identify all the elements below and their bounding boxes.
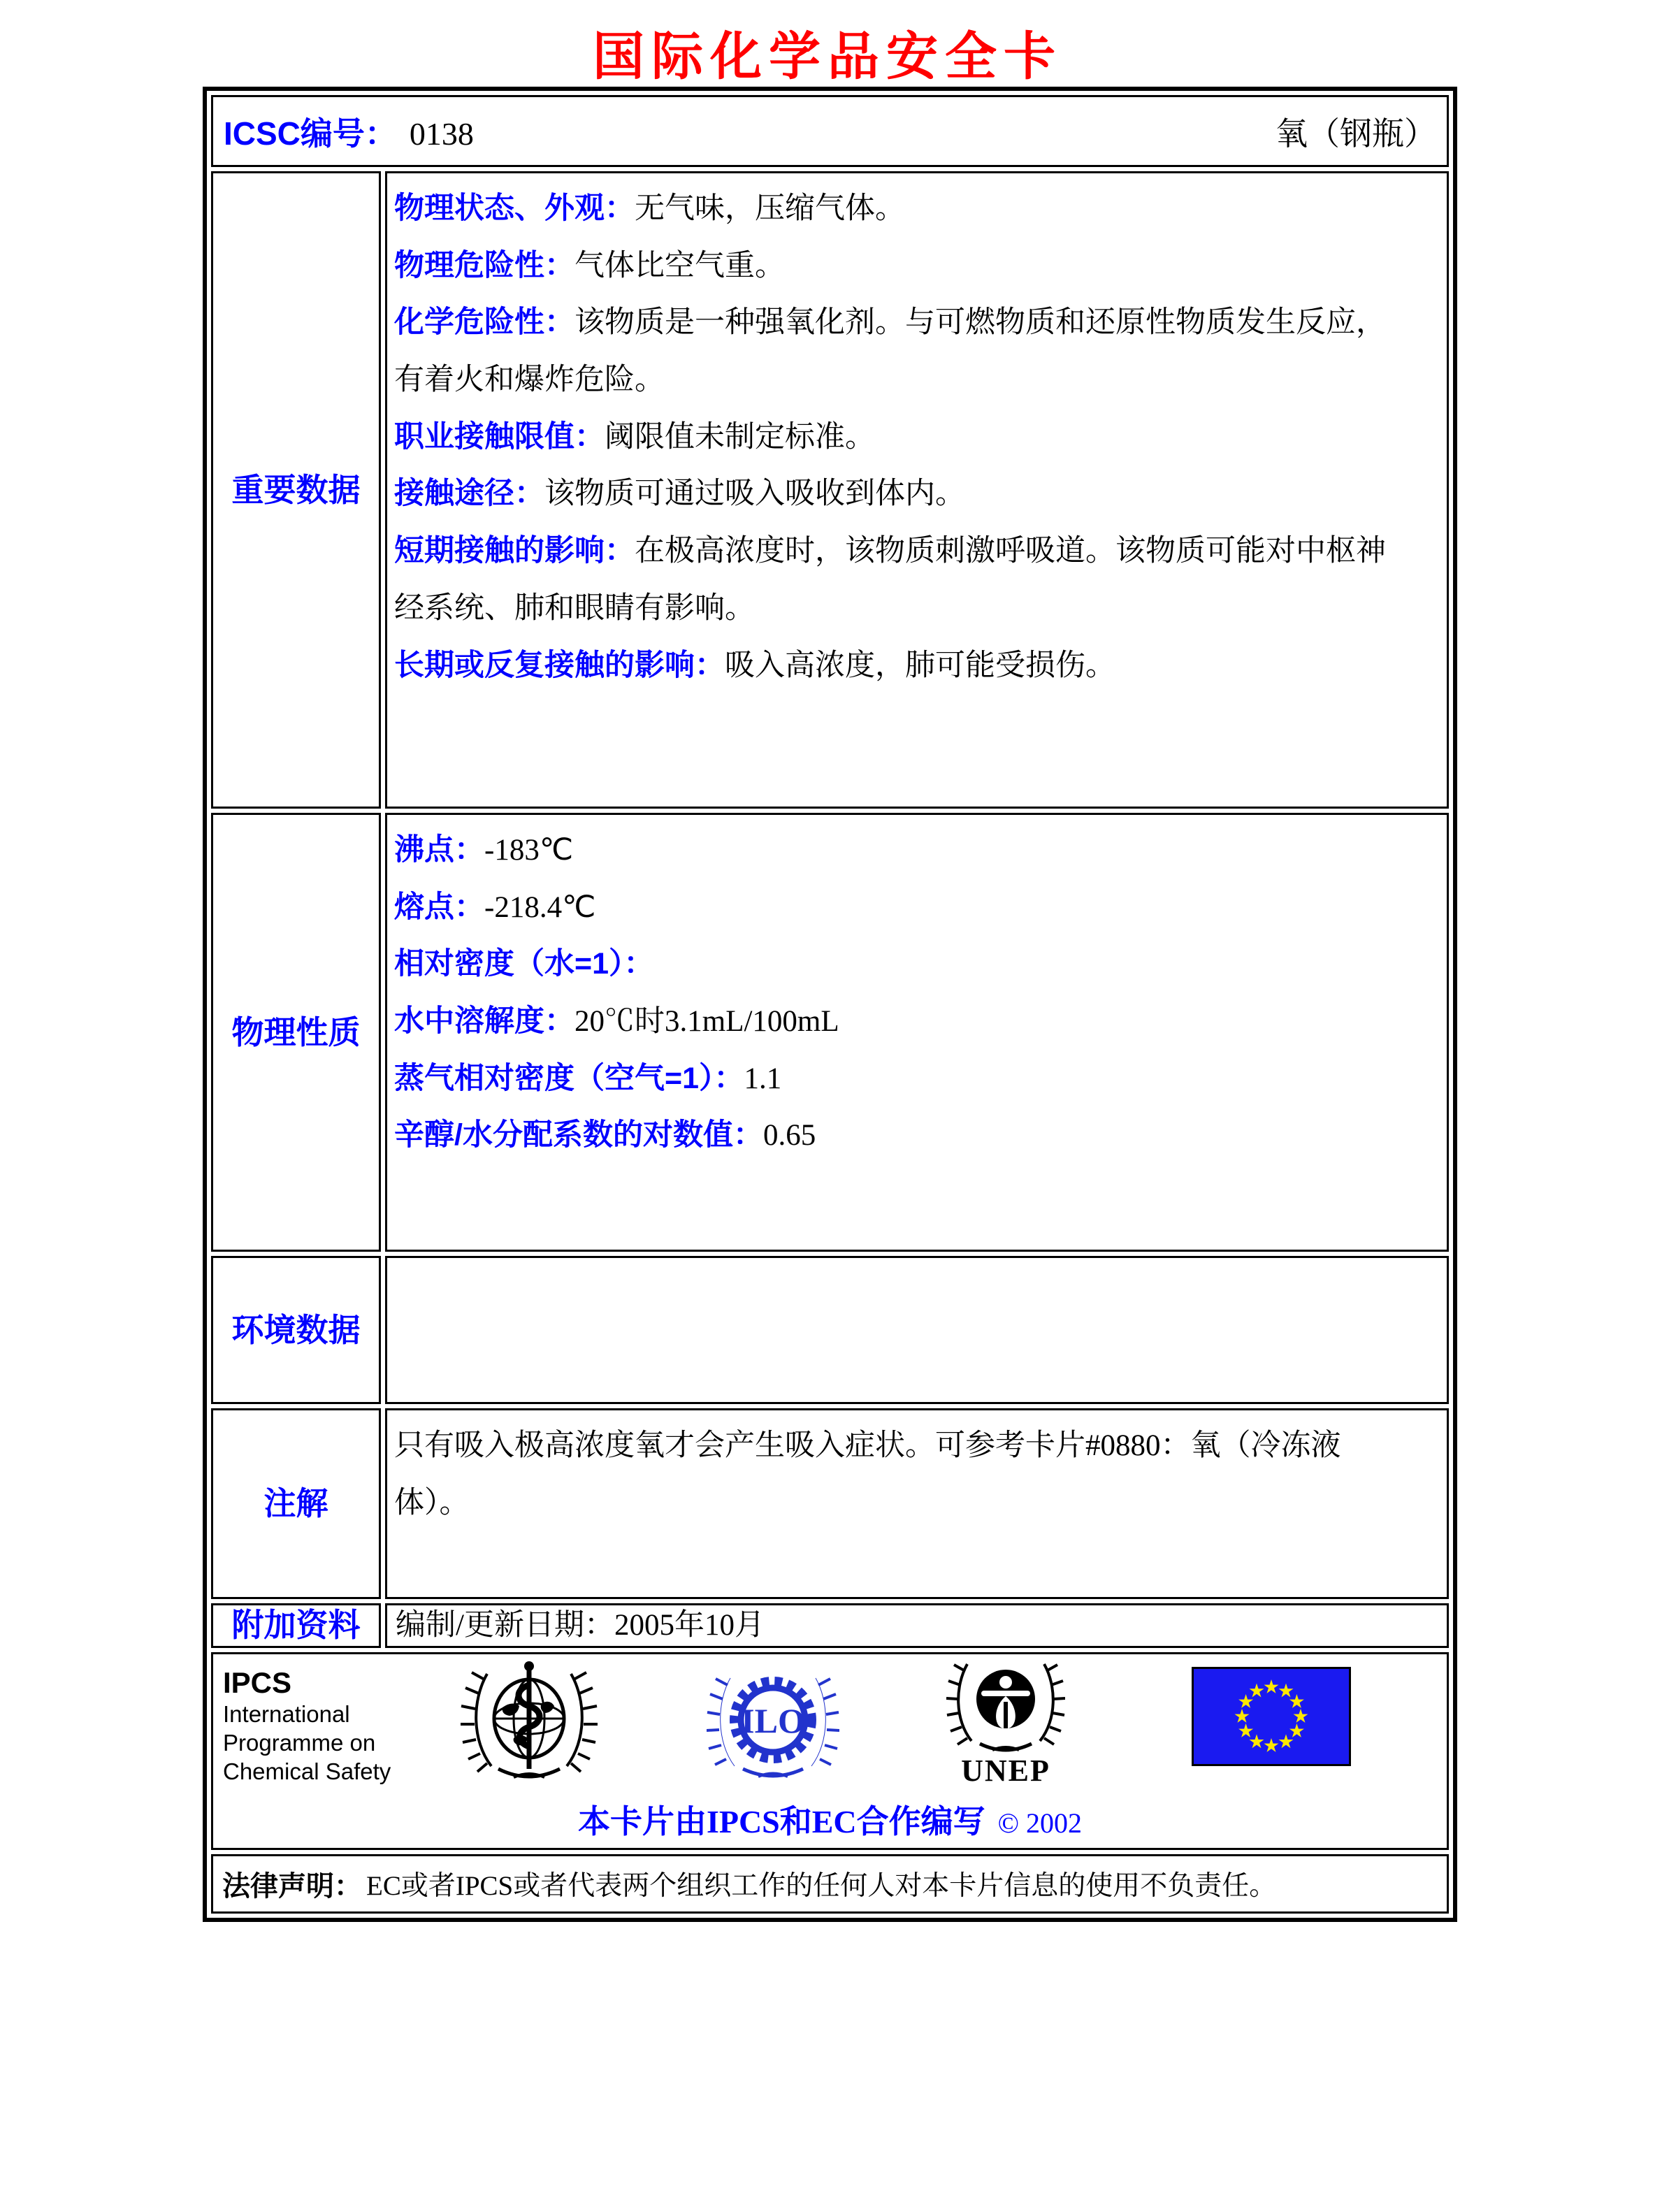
section-content-additional-info: 编制/更新日期：2005年10月 [385, 1603, 1449, 1648]
safety-card-table [203, 87, 1457, 1922]
notes-text: 只有吸入极高浓度氧才会产生吸入症状。可参考卡片#0880：氧（冷冻液体）。 [394, 1429, 1341, 1519]
section-content-environmental-data [385, 1256, 1449, 1404]
icsc-number-label: ICSC编号： [224, 115, 397, 152]
ipcs-line: International [223, 1701, 350, 1728]
ipcs-text-block [223, 1665, 391, 1786]
unep-wordmark: UNEP [961, 1753, 1050, 1788]
ipcs-acronym: IPCS [223, 1665, 292, 1699]
eu-flag-icon [1192, 1667, 1351, 1766]
icsc-number-group [224, 108, 474, 154]
data-line: 辛醇/水分配系数的对数值：0.65 [394, 1118, 816, 1152]
section-label-physical-properties: 物理性质 [211, 813, 381, 1252]
section-label-important-data: 重要数据 [211, 171, 381, 809]
data-line: 短期接触的影响：在极高浓度时，该物质刺激呼吸道。该物质可能对中枢神经系统、肺和眼睛有影响。 [394, 534, 1386, 625]
unep-logo-icon [946, 1656, 1065, 1754]
page-title: 国际化学品安全卡 [593, 29, 1062, 86]
data-line: 物理危险性：气体比空气重。 [394, 248, 785, 282]
substance-name: 氧（钢瓶） [1275, 115, 1436, 152]
data-line: 长期或反复接触的影响：吸入高浓度，肺可能受损伤。 [394, 648, 1115, 682]
data-line: 沸点：-183℃ [394, 833, 574, 867]
data-line: 相对密度（水=1）： [394, 947, 654, 981]
data-line: 水中溶解度：20℃时3.1mL/100mL [394, 1004, 839, 1039]
section-content-notes [385, 1408, 1449, 1599]
who-logo-icon [459, 1657, 599, 1791]
ipcs-line: Chemical Safety [223, 1758, 391, 1784]
ilo-logo-icon [707, 1664, 839, 1784]
unep-logo-block [944, 1656, 1067, 1788]
section-label-environmental-data: 环境数据 [211, 1256, 381, 1404]
data-line: 熔点：-218.4℃ [394, 890, 596, 924]
section-label-additional-info: 附加资料 [211, 1603, 381, 1648]
data-line: 蒸气相对密度（空气=1）：1.1 [394, 1061, 782, 1095]
card-header-row [211, 95, 1449, 167]
cooperation-caption [213, 1796, 1447, 1842]
caption-text: 本卡片由IPCS和EC合作编写 [577, 1803, 985, 1839]
section-content-physical-properties [385, 813, 1449, 1252]
logos-row [211, 1652, 1449, 1850]
data-line: 接触途径：该物质可通过吸入吸收到体内。 [394, 477, 965, 511]
icsc-number-value: 0138 [409, 115, 474, 152]
section-content-important-data [385, 171, 1449, 809]
section-label-notes: 注解 [211, 1408, 381, 1599]
legal-label: 法律声明： [222, 1870, 362, 1902]
data-line: 职业接触限值：阈限值未制定标准。 [394, 419, 875, 454]
data-line: 物理状态、外观：无气味，压缩气体。 [394, 191, 905, 225]
legal-text: EC或者IPCS或者代表两个组织工作的任何人对本卡片信息的使用不负责任。 [366, 1871, 1277, 1902]
data-line: 化学危险性：该物质是一种强氧化剂。与可燃物质和还原性物质发生反应，有着火和爆炸危险。 [394, 305, 1386, 397]
ilo-monogram: ILO [741, 1700, 805, 1740]
legal-row [211, 1854, 1449, 1914]
ipcs-line: Programme on [223, 1730, 376, 1756]
copyright-text: © 2002 [997, 1807, 1083, 1839]
